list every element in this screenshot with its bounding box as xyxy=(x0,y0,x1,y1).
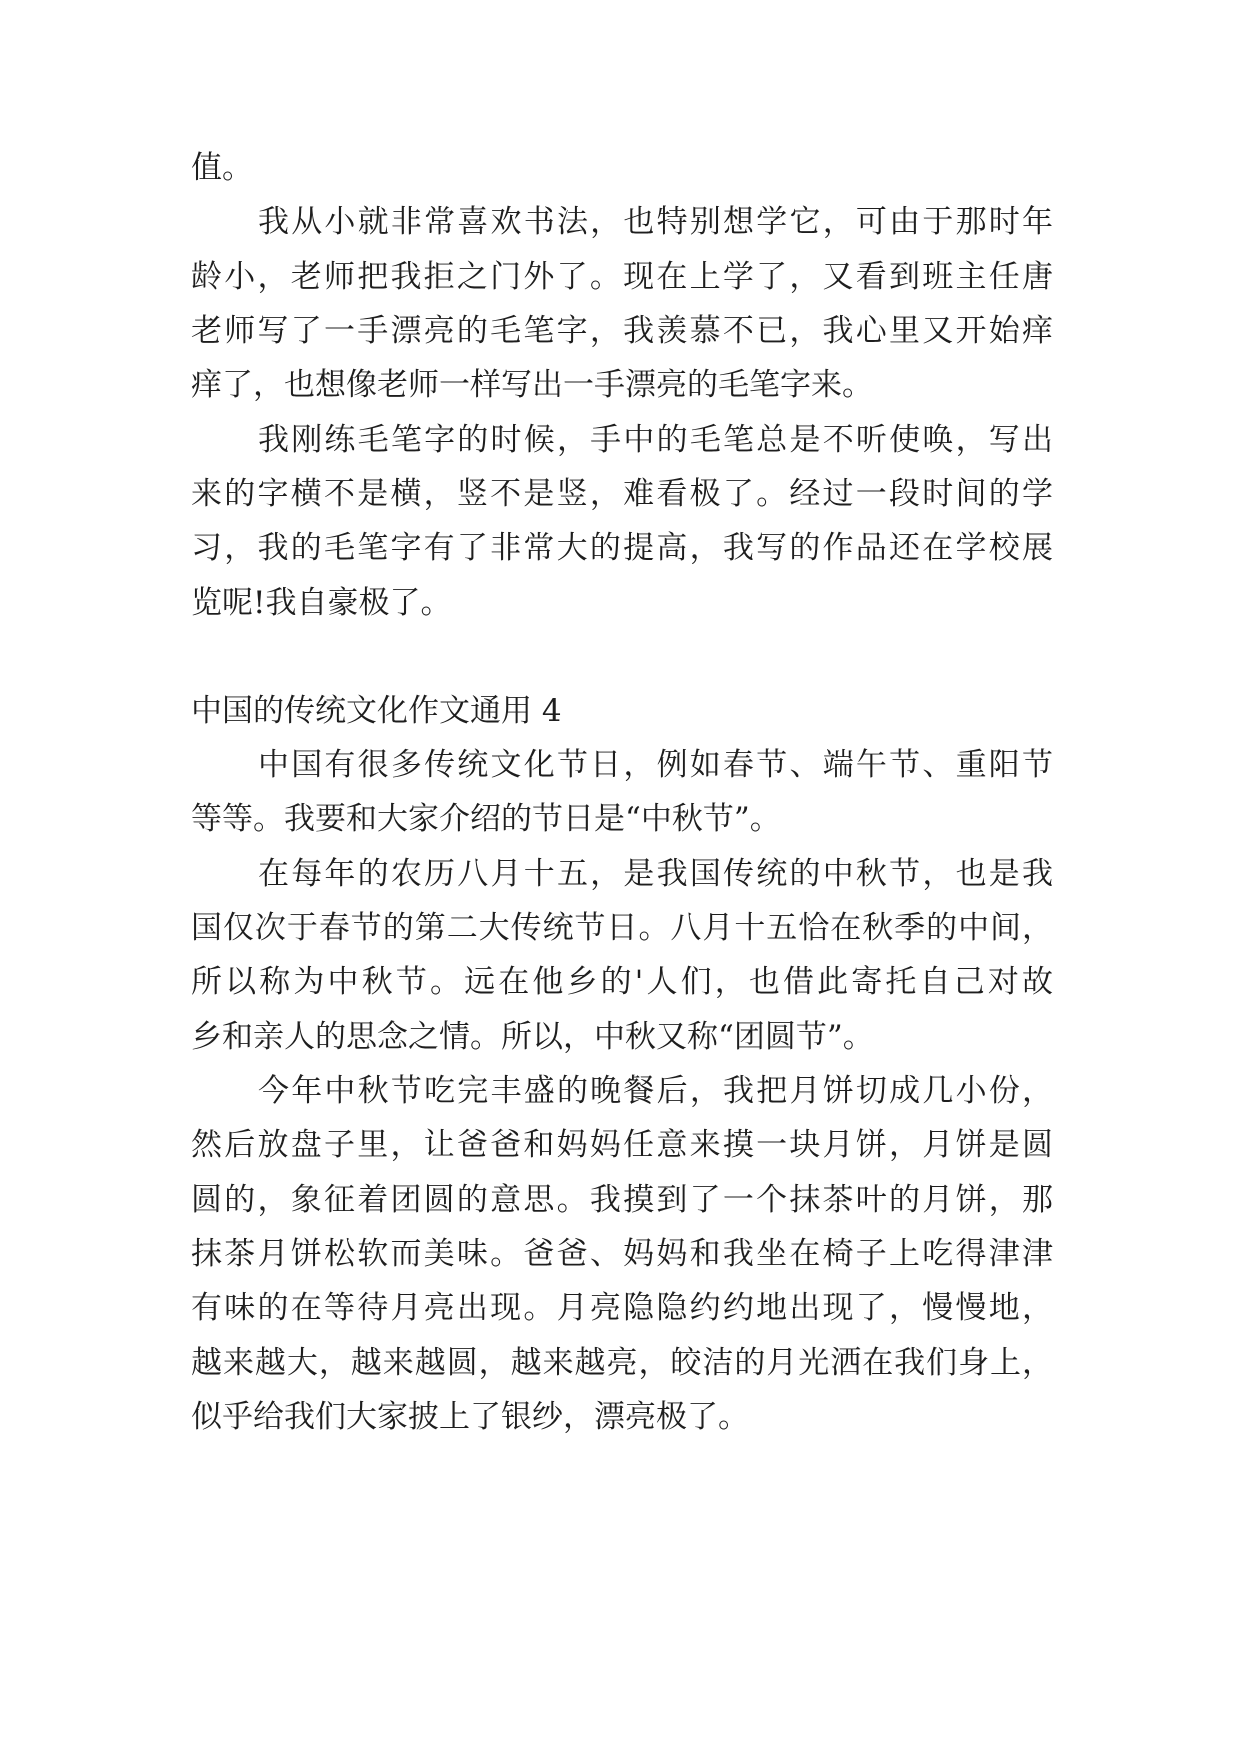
text-line: 痒了，也想像老师一样写出一手漂亮的毛笔字来。 xyxy=(191,367,873,403)
section-heading: 中国的传统文化作文通用 4 xyxy=(191,693,562,729)
text-line: 我从小就非常喜欢书法，也特别想学它，可由于那时年 xyxy=(258,204,1053,240)
text-line: 然后放盘子里，让爸爸和妈妈任意来摸一块月饼，月饼是圆 xyxy=(191,1127,1053,1163)
text-line: 今年中秋节吃完丰盛的晚餐后，我把月饼切成几小份， xyxy=(258,1073,1053,1109)
text-line: 乡和亲人的思念之情。所以，中秋又称“团圆节”。 xyxy=(191,1019,874,1055)
text-line: 国仅次于春节的第二大传统节日。八月十五恰在秋季的中间， xyxy=(191,910,1053,946)
text-line: 览呢!我自豪极了。 xyxy=(191,585,452,621)
text-line: 圆的，象征着团圆的意思。我摸到了一个抹茶叶的月饼，那 xyxy=(191,1182,1053,1218)
text-line: 老师写了一手漂亮的毛笔字，我羡慕不已，我心里又开始痒 xyxy=(191,313,1053,349)
text-line: 中国有很多传统文化节日，例如春节、端午节、重阳节 xyxy=(258,747,1053,783)
text-line: 似乎给我们大家披上了银纱，漂亮极了。 xyxy=(191,1399,749,1435)
text-line: 我刚练毛笔字的时候，手中的毛笔总是不听使唤，写出 xyxy=(258,422,1053,458)
text-line: 等等。我要和大家介绍的节日是“中秋节”。 xyxy=(191,801,781,837)
text-line: 越来越大，越来越圆，越来越亮，皎洁的月光洒在我们身上， xyxy=(191,1345,1053,1381)
text-line: 抹茶月饼松软而美味。爸爸、妈妈和我坐在椅子上吃得津津 xyxy=(191,1236,1053,1272)
text-line: 习，我的毛笔字有了非常大的提高，我写的作品还在学校展 xyxy=(191,530,1053,566)
text-line: 所以称为中秋节。远在他乡的'人们，也借此寄托自己对故 xyxy=(191,964,1053,1000)
text-line: 在每年的农历八月十五，是我国传统的中秋节，也是我 xyxy=(258,856,1053,892)
text-line: 来的字横不是横，竖不是竖，难看极了。经过一段时间的学 xyxy=(191,476,1053,512)
text-line: 龄小，老师把我拒之门外了。现在上学了，又看到班主任唐 xyxy=(191,259,1053,295)
text-line: 有味的在等待月亮出现。月亮隐隐约约地出现了，慢慢地， xyxy=(191,1290,1053,1326)
text-line: 值。 xyxy=(191,150,253,186)
